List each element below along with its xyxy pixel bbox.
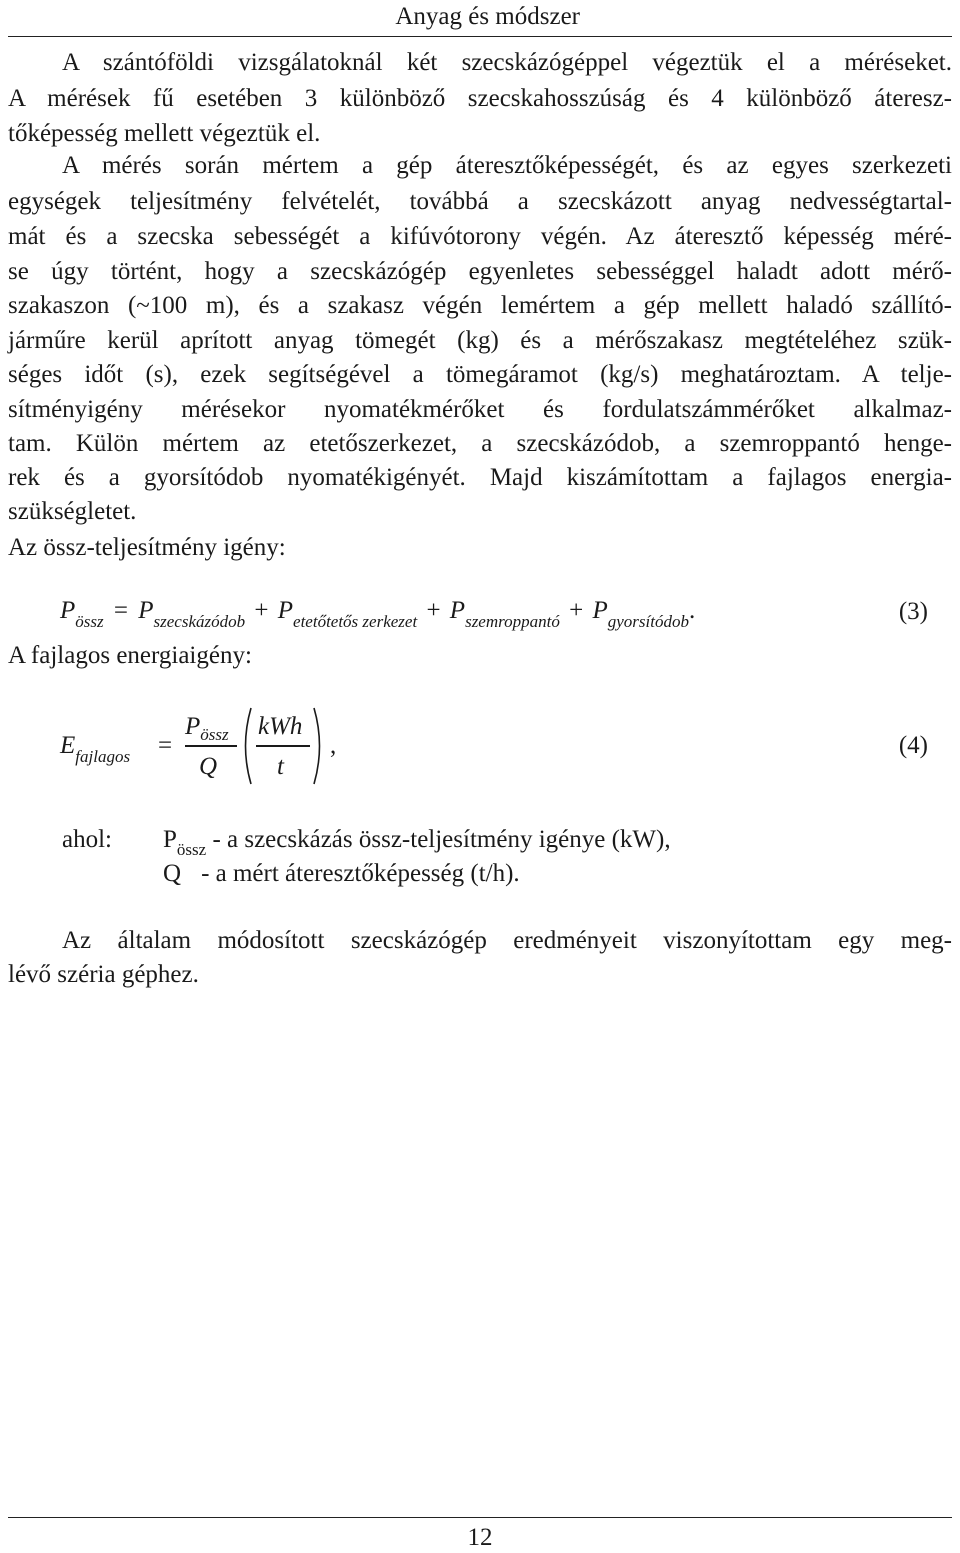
- section-title: Anyag és módszer: [395, 3, 580, 30]
- eq3-term-symbol: P: [138, 597, 154, 624]
- text-line: szükségletet.: [8, 498, 137, 525]
- eq3-lhs-sub: össz: [75, 612, 104, 631]
- equation-number-3: (3): [898, 598, 928, 625]
- text-line: mát és a szecska sebességét a kifúvótorony végén. Az áteresztő képesség méré-: [8, 223, 952, 250]
- left-paren: [238, 706, 254, 786]
- text-line: A fajlagos energiaigény:: [8, 642, 252, 669]
- legend-item: [163, 825, 671, 857]
- eq4-num-symbol: P: [185, 713, 201, 740]
- eq4-lhs: [60, 731, 131, 766]
- eq3-plus: +: [254, 597, 269, 624]
- eq4-denominator: Q: [199, 753, 218, 780]
- eq3-term-symbol: P: [449, 597, 466, 624]
- eq4-unit-denominator: t: [277, 753, 284, 780]
- text-line: tőképesség mellett végeztük el.: [8, 120, 321, 147]
- text-line: séges időt (s), ezek segítségével a tömegáramot (kg/s) meghatároztam. A telje-: [8, 361, 952, 388]
- text-line: A mérések fű esetében 3 különböző szecskahosszúság és 4 különböző áteresz-: [8, 85, 952, 112]
- legend-description: - a mért áteresztőképesség (t/h).: [201, 860, 520, 887]
- equation-number-4: (4): [898, 732, 928, 759]
- legend-label: ahol:: [62, 826, 112, 853]
- eq4-comma: ,: [330, 732, 337, 759]
- text-line: tam. Külön mértem az etetőszerkezet, a szecskázódob, a szemroppantó henge-: [8, 430, 952, 457]
- eq4-numerator: [185, 712, 229, 744]
- eq3-term-sub: gyorsítódob: [607, 612, 689, 631]
- legend-subscript: össz: [176, 840, 207, 859]
- text-line: Az általam módosított szecskázógép eredményeit viszonyítottam egy meg-: [62, 927, 952, 954]
- eq4-unit-numerator: kWh: [258, 713, 303, 740]
- eq4-num-sub: össz: [200, 725, 229, 744]
- text-line: járműre kerül aprított anyag tömegét (kg) és a mérőszakasz megtételéhez szük-: [8, 327, 952, 354]
- eq3-term-sub: szecskázódob: [153, 612, 246, 631]
- page-number: 12: [467, 1524, 493, 1551]
- text-line: A mérés során mértem a gép áteresztőképességét, és az egyes szerkezeti: [62, 152, 952, 179]
- eq4-lhs-sub: fajlagos: [75, 747, 131, 766]
- eq4-fraction-bar: [185, 745, 237, 747]
- eq3-plus: +: [569, 597, 584, 624]
- text-line: rek és a gyorsítódob nyomatékigényét. Majd kiszámítottam a fajlagos energia-: [8, 464, 952, 491]
- eq4-equals: =: [158, 732, 173, 759]
- legend-symbol: Q: [163, 860, 182, 887]
- eq3-term-sub: szemroppantó: [465, 612, 560, 631]
- eq3-plus: +: [426, 597, 441, 624]
- eq3-term-symbol: P: [277, 597, 294, 624]
- running-header: [8, 0, 952, 37]
- text-line: A szántóföldi vizsgálatoknál két szecskázógéppel végeztük el a méréseket.: [62, 49, 952, 76]
- text-line: sítményigény mérésekor nyomatékmérőket és fordulatszámmérőket alkalmaz-: [8, 396, 952, 423]
- eq3-equals: =: [113, 597, 128, 624]
- legend-item: [163, 859, 520, 889]
- eq4-lhs-symbol: E: [60, 732, 76, 759]
- eq4-unit-fraction-bar: [256, 745, 310, 747]
- text-line: lévő széria géphez.: [8, 961, 199, 988]
- equation-3: [60, 596, 696, 631]
- legend-symbol: P: [163, 826, 177, 853]
- eq3-period: .: [688, 597, 696, 624]
- text-line: szakaszon (~100 m), és a szakasz végén lemértem a gép mellett haladó szállító-: [8, 292, 952, 319]
- eq3-term-symbol: P: [592, 597, 608, 624]
- text-line: egységek teljesítmény felvételét, továbbá a szecskázott anyag nedvességtartal-: [8, 188, 952, 215]
- right-paren: [311, 706, 327, 786]
- legend-description: - a szecskázás össz-teljesítmény igénye (kW),: [212, 826, 671, 853]
- text-line: Az össz-teljesítmény igény:: [8, 534, 286, 561]
- text-line: se úgy történt, hogy a szecskázógép egyenletes sebességgel haladt adott mérő-: [8, 258, 952, 285]
- footer-rule: [8, 1517, 952, 1518]
- eq3-term-sub: etetőtetős zerkezet: [293, 612, 418, 631]
- eq3-lhs-symbol: P: [60, 597, 76, 624]
